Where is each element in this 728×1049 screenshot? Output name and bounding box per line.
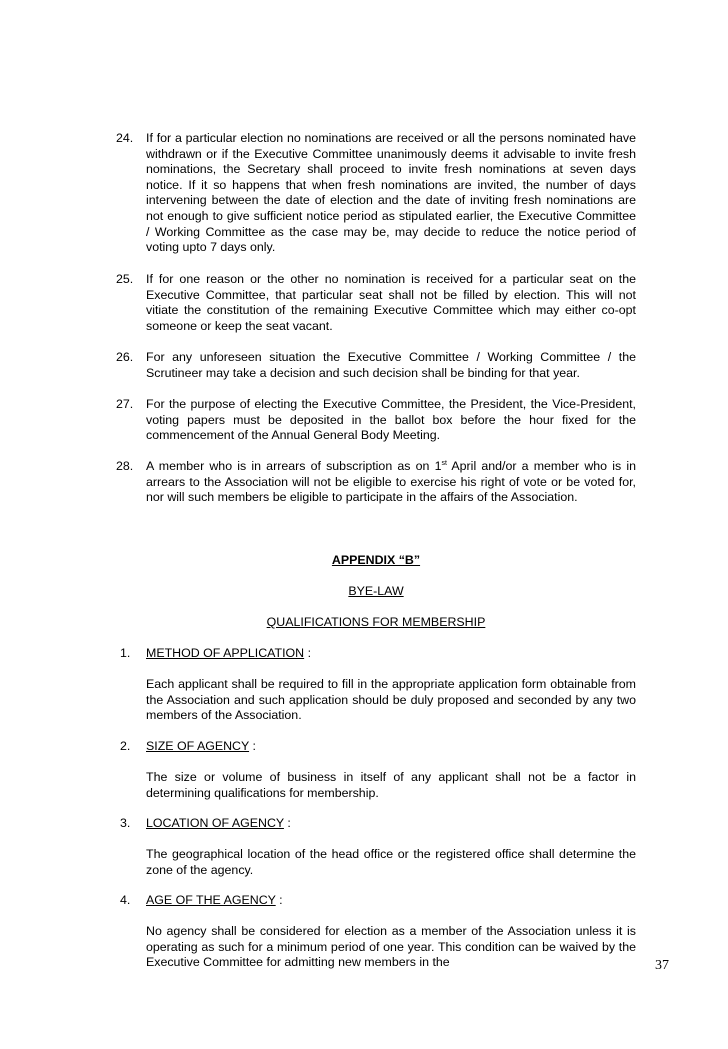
clause-number: 25. — [116, 272, 134, 286]
clause-number: 24. — [116, 131, 134, 145]
page-number: 37 — [655, 958, 669, 973]
clause-28 — [116, 459, 636, 506]
clause-number: 28. — [116, 459, 134, 473]
clause-text: If for a particular election no nominations are received or all the persons nominated have withdrawn or if the Executive Committee unanimously deems it advisable to invite fresh nominations, the Secretary shall proceed to invite fresh nominations at seven days notice. If it so happens that when fresh nominations are invited, the number of days intervening between the date of election and the date of inviting fresh nominations are not enough to give sufficient notice period as stipulated earlier, the Executive Committee / Working Committee as the case may be, may decide to reduce the notice period of voting upto 7 days only. — [146, 131, 636, 255]
section-title: METHOD OF APPLICATION — [146, 646, 305, 660]
clause-text: If for one reason or the other no nomination is received for a particular seat on the Executive Committee, that particular seat shall not be filled by election. This will not vitiate the constitution of the remaining Executive Committee which may either co-opt someone or keep the seat vacant. — [146, 272, 636, 333]
clause-25 — [116, 272, 636, 334]
section-3-body: The geographical location of the head office or the registered office shall determine the zone of the agency. — [146, 847, 636, 877]
section-1-heading: 1. METHOD OF APPLICATION : — [120, 646, 312, 660]
clause-text: For any unforeseen situation the Executive Committee / Working Committee / the Scrutineer may take a decision and such decision shall be binding for that year. — [146, 350, 636, 380]
section-2-body: The size or volume of business in itself of any applicant shall not be a factor in determining qualifications for membership. — [146, 770, 636, 800]
section-4-heading: 4. AGE OF THE AGENCY : — [120, 893, 283, 907]
section-1-body: Each applicant shall be required to fill in the appropriate application form obtainable from the Association and such application should be duly proposed and seconded by any two members of the Association. — [146, 677, 636, 723]
section-3-heading: 3. LOCATION OF AGENCY : — [120, 816, 291, 830]
clause-number: 26. — [116, 350, 134, 364]
clause-26 — [116, 350, 636, 381]
ordinal-suffix: st — [441, 459, 447, 467]
clause-number: 27. — [116, 397, 134, 411]
section-number: 2. — [120, 739, 131, 753]
section-title: AGE OF THE AGENCY — [146, 893, 276, 907]
section-title: SIZE OF AGENCY — [146, 739, 250, 753]
clause-27 — [116, 397, 636, 444]
appendix-heading: QUALIFICATIONS FOR MEMBERSHIP — [266, 615, 486, 629]
section-2-heading: 2. SIZE OF AGENCY : — [120, 739, 256, 753]
section-number: 4. — [120, 893, 131, 907]
clause-text: A member who is in arrears of subscription as on 1st April and/or a member who is in arrears to the Association will not be eligible to exercise his right of vote or be voted for, nor will such members be eligible to participate in the affairs of the Association. — [146, 459, 636, 505]
appendix-title: APPENDIX “B” — [331, 553, 421, 567]
section-title: LOCATION OF AGENCY — [146, 816, 284, 830]
appendix-subtitle: BYE-LAW — [348, 584, 404, 598]
section-number: 3. — [120, 816, 131, 830]
clause-24 — [116, 131, 636, 256]
section-4-body: No agency shall be considered for election as a member of the Association unless it is operating as such for a minimum period of one year. This condition can be waived by the Executive Committee for admitting new members in the — [146, 924, 636, 970]
clause-text: For the purpose of electing the Executive Committee, the President, the Vice-President, voting papers must be deposited in the ballot box before the hour fixed for the commencement of the Annual General Body Meeting. — [146, 397, 636, 443]
section-number: 1. — [120, 646, 131, 660]
